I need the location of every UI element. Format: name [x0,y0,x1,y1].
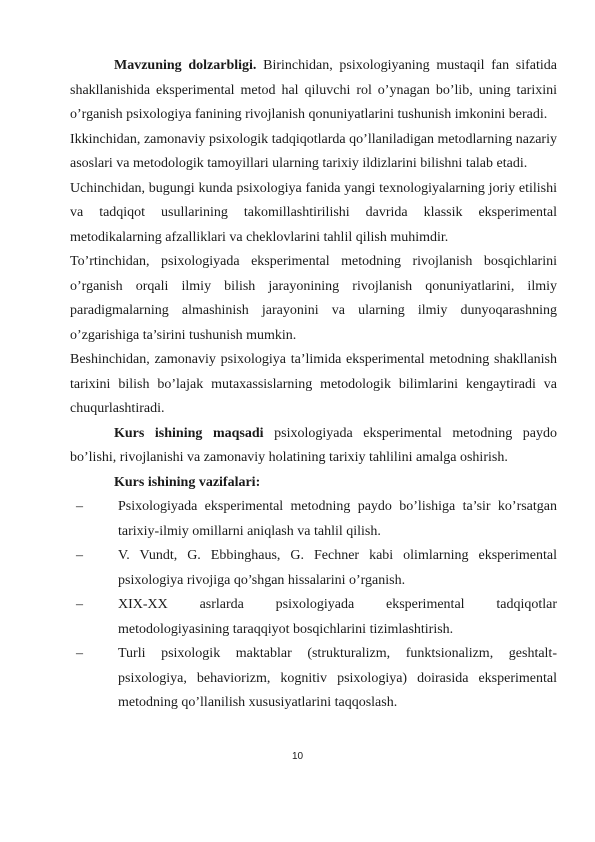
list-item [70,593,557,642]
list-item [70,642,557,716]
paragraph-fifth: Beshinchidan, zamonaviy psixologiya ta’limida eksperimental metodning shakllanish tarixini bilish bo’lajak mutaxassislarning metodologik bilimlarini kengaytiradi va chuqurlashtiradi. [70,352,557,416]
task-text: XIX-XX asrlarda psixologiyada eksperimental tadqiqotlar metodologiyasining taraqqiyot bosqichlarini tizimlashtirish. [118,597,557,637]
paragraph-goal [70,422,557,471]
goal-heading: Kurs ishining maqsadi [114,425,264,441]
dash-bullet-icon: – [76,548,83,563]
goal-text: psixologiyada eksperimental metodning paydo bo’lishi, rivojlanishi va zamonaviy holatining tarixiy tahlilini amalga oshirish. [70,425,558,465]
page-number: 10 [291,751,304,762]
document-body [70,54,557,716]
list-item [70,495,557,544]
paragraph-relevance [70,54,557,128]
task-text: Psixologiyada eksperimental metodning paydo bo’lishiga ta’sir ko’rsatgan tarixiy-ilmiy omillarni aniqlash va tahlil qilish. [118,499,557,539]
tasks-list [70,495,557,716]
task-text: V. Vundt, G. Ebbinghaus, G. Fechner kabi olimlarning eksperimental psixologiya rivojiga qo’shgan hissalarini o’rganish. [118,548,557,588]
dash-bullet-icon: – [76,499,83,514]
tasks-heading: Kurs ishining vazifalari: [114,474,261,490]
task-text: Turli psixologik maktablar (strukturalizm, funktsionalizm, geshtalt-psixologiya, behaviorizm, kognitiv psixologiya) doirasida eksperimental metodning qo’llanilish xususiyatlarini taqqoslash. [118,646,557,710]
relevance-text: Birinchidan, psixologiyaning mustaqil fan sifatida shakllanishida eksperimental metod hal qiluvchi rol o’ynagan bo’lib, uning tarixini o’rganish psixologiya fanining rivojlanish qonuniyatlarini tushunish imkonini beradi. [70,58,558,122]
list-item [70,544,557,593]
paragraph-fourth: To’rtinchidan, psixologiyada eksperimental metodning rivojlanish bosqichlarini o’rganish orqali ilmiy bilish jarayonining rivojlanish qonuniyatlarini, ilmiy paradigmalarning almashinish jarayonini va ularning ilmiy dunyoqarashning o’zgarishiga ta’sirini tushunish mumkin. [70,254,557,343]
relevance-heading: Mavzuning dolzarbligi. [114,58,257,73]
paragraph-third: Uchinchidan, bugungi kunda psixologiya fanida yangi texnologiyalarning joriy etilishi va tadqiqot usullarining takomillashtirilishi davrida klassik eksperimental metodikalarning afzalliklari va cheklovlarini tahlil qilish muhimdir. [70,180,557,245]
dash-bullet-icon: – [76,646,83,661]
paragraph-second: Ikkinchidan, zamonaviy psixologik tadqiqotlarda qo’llaniladigan metodlarning nazariy asoslari va metodologik tamoyillari ularning tarixiy ildizlarini bilishni talab etadi. [70,131,557,171]
dash-bullet-icon: – [76,597,83,612]
